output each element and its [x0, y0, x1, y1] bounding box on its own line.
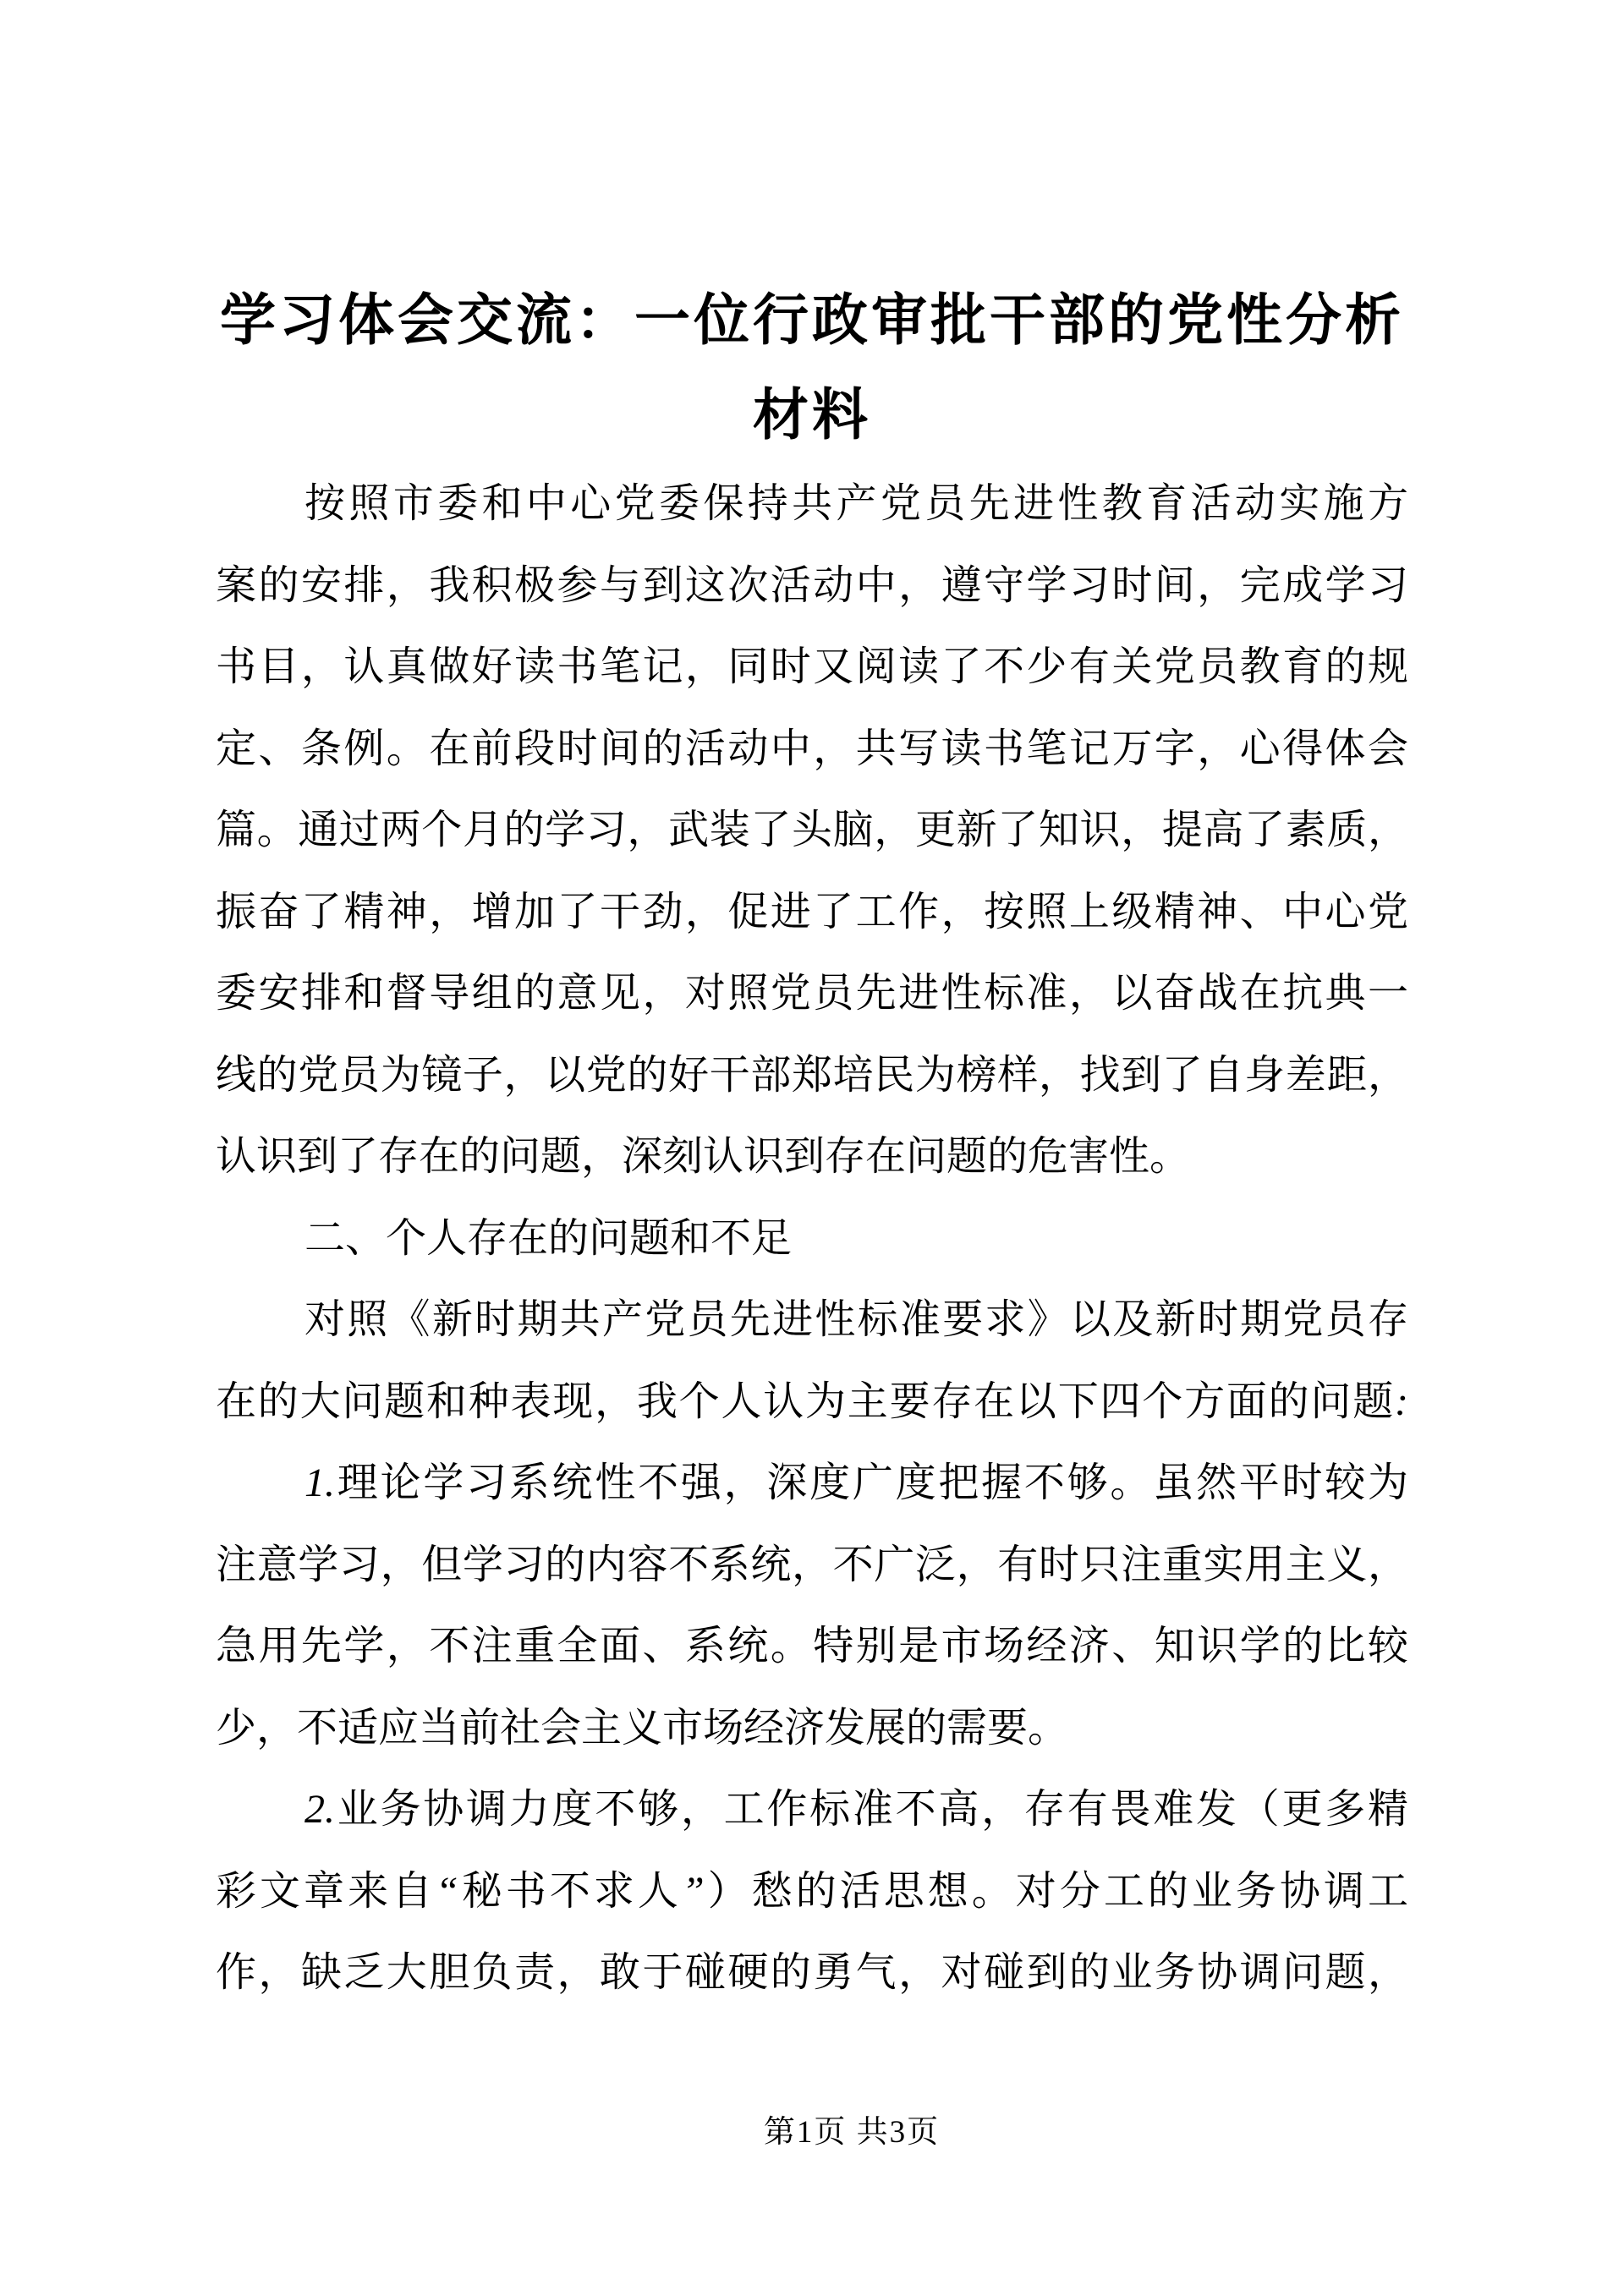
body-line: 对照《新时期共产党员先进性标准要求》以及新时期党员存 — [304, 1297, 1408, 1342]
body-line: 在的大问题和种表现，我个人认为主要存在以下四个方面的问题: — [216, 1378, 1408, 1424]
title-line-1: 学习体会交流：一位行政审批干部的党性分析 — [220, 290, 1404, 352]
section-heading: 二、个人存在的问题和不足 — [304, 1215, 793, 1261]
body-line: 注意学习，但学习的内容不系统，不广泛，有时只注重实用主义， — [216, 1542, 1408, 1587]
body-line: 彩文章来自“秘书不求人”）愁的活思想。对分工的业务协调工 — [216, 1868, 1408, 1914]
body-line: 振奋了精神，增加了干劲，促进了工作，按照上级精神、中心党 — [216, 889, 1408, 934]
body-line: 线的党员为镜子，以党的好干部郑培民为榜样，找到了自身差距， — [216, 1052, 1408, 1098]
body-line: 急用先学，不注重全面、系统。特别是市场经济、知识学的比较 — [216, 1624, 1408, 1669]
body-line: 定、条例。在前段时间的活动中，共写读书笔记万字，心得体会 — [216, 726, 1408, 771]
body-line: 少，不适应当前社会主义市场经济发展的需要。 — [216, 1705, 1069, 1751]
body-line: 书目，认真做好读书笔记，同时又阅读了不少有关党员教育的规 — [216, 644, 1408, 689]
body-line: 篇。通过两个月的学习，武装了头脑，更新了知识，提高了素质， — [216, 808, 1408, 852]
body-line: 认识到了存在的问题，深刻认识到存在问题的危害性。 — [216, 1134, 1191, 1179]
body-line: 委安排和督导组的意见，对照党员先进性标准，以奋战在抗典一 — [216, 971, 1408, 1016]
body-line: 案的安排，我积极参与到这次活动中，遵守学习时间，完成学习 — [216, 562, 1408, 608]
page-number: 第1页 共3页 — [763, 2115, 941, 2150]
body-line: 1.理论学习系统性不强，深度广度把握不够。虽然平时较为 — [304, 1460, 1408, 1505]
document-body — [216, 463, 1408, 2014]
page-footer — [0, 2112, 1624, 2153]
document-title — [216, 0, 1408, 463]
body-line: 2.业务协调力度不够，工作标准不高，存有畏难发（更多精 — [304, 1787, 1408, 1832]
title-line-2: 材料 — [753, 385, 871, 447]
body-line: 作，缺乏大胆负责，敢于碰硬的勇气，对碰到的业务协调问题， — [216, 1950, 1408, 1995]
body-line: 按照市委和中心党委保持共产党员先进性教育活动实施方 — [304, 481, 1408, 526]
